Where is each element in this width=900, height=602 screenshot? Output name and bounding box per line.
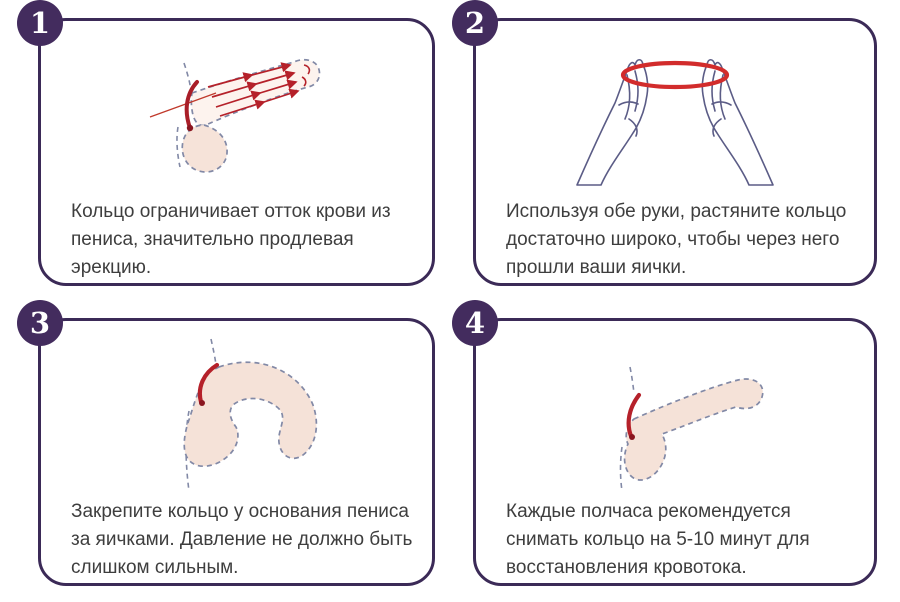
step-panel-4 [464,306,877,586]
step-caption: Кольцо ограничивает отток крови из пениса, значительно продлевая эрекцию. [71,201,391,278]
step-number-badge: 2 [452,0,498,46]
step-number-badge: 4 [452,300,498,346]
step-panel-2 [464,6,877,286]
step-caption: Используя обе руки, растяните кольцо достаточно широко, чтобы через него прошли ваши яички. [506,201,847,278]
step2-illustration-hands-stretching-ring-icon [476,35,874,187]
step4-illustration-ring-at-base-erect-icon [476,335,874,497]
step-caption: Каждые полчаса рекомендуется снимать кольцо на 5-10 минут для восстановления кровотока. [506,501,810,578]
step3-illustration-ring-at-base-flaccid-icon [41,335,432,497]
step1-illustration-penis-blood-flow-icon [41,35,432,185]
step-panel-1 [29,6,435,286]
step-caption: Закрепите кольцо у основания пениса за яичками. Давление не должно быть слишком сильным. [71,501,413,578]
step-panel-3 [29,306,435,586]
step-number-badge: 3 [17,300,63,346]
step-number-badge: 1 [17,0,63,46]
